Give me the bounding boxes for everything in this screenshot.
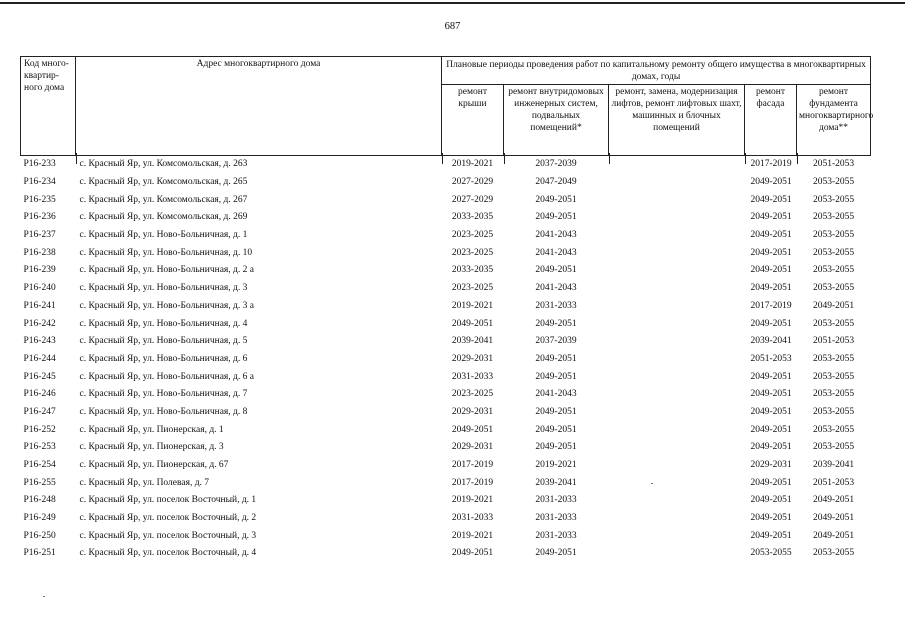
row-foundation-period: 2051-2053 <box>812 477 855 488</box>
column-divider <box>442 153 443 164</box>
row-lifts-period <box>609 404 745 422</box>
row-address: с. Красный Яр, ул. Пионерская, д. 3 <box>79 442 224 453</box>
row-roof-period: 2049-2051 <box>451 318 494 329</box>
row-code: P16-255 <box>23 477 56 488</box>
row-facade-period: 2049-2051 <box>750 177 792 188</box>
row-foundation-period: 2039-2041 <box>812 460 855 471</box>
row-code: P16-240 <box>23 283 56 294</box>
table-row <box>21 262 871 280</box>
row-facade-period: 2017-2019 <box>750 300 792 311</box>
row-facade-period: 2051-2053 <box>750 353 792 364</box>
row-systems-period: 2031-2033 <box>535 495 577 506</box>
row-address: с. Красный Яр, ул. Ново-Больничная, д. 3 <box>79 283 248 294</box>
row-code: P16-236 <box>23 212 56 223</box>
table-row <box>21 474 871 492</box>
row-facade-period: 2049-2051 <box>750 477 792 488</box>
row-roof-period: 2049-2051 <box>451 548 494 559</box>
row-systems-period: 2049-2051 <box>535 318 577 329</box>
repair-schedule-table <box>20 56 874 563</box>
row-address: с. Красный Яр, ул. поселок Восточный, д. 2 <box>79 513 257 524</box>
row-roof-period: 2029-2031 <box>451 406 494 417</box>
row-code: P16-250 <box>23 530 56 541</box>
header-roof: ремонт крыши <box>442 85 504 156</box>
table-row <box>21 333 871 351</box>
row-systems-period: 2049-2051 <box>535 548 577 559</box>
table-row <box>21 421 871 439</box>
row-roof-period: 2027-2029 <box>451 177 494 188</box>
row-lifts-period <box>609 457 745 475</box>
row-address: с. Красный Яр, ул. Ново-Больничная, д. 1 <box>79 230 248 241</box>
row-lifts-period <box>609 474 745 492</box>
row-code: P16-243 <box>23 336 56 347</box>
row-lifts-period <box>609 510 745 528</box>
table-row <box>21 439 871 457</box>
table-row <box>21 280 871 298</box>
row-systems-period: 2041-2043 <box>535 230 577 241</box>
row-facade-period: 2017-2019 <box>745 156 797 174</box>
row-systems-period: 2039-2041 <box>535 477 577 488</box>
row-facade-period: 2049-2051 <box>750 406 792 417</box>
row-lifts-period <box>609 368 745 386</box>
row-roof-period: 2019-2021 <box>451 530 494 541</box>
row-roof-period: 2019-2021 <box>442 156 504 174</box>
row-systems-period: 2031-2033 <box>535 530 577 541</box>
row-code: P16-237 <box>23 230 56 241</box>
row-lifts-period <box>609 174 745 192</box>
header-foundation: ремонт фундамента многоквартирного дома** <box>797 85 871 156</box>
row-roof-period: 2019-2021 <box>451 300 494 311</box>
row-address: с. Красный Яр, ул. поселок Восточный, д. 4 <box>79 548 257 559</box>
table-row <box>21 510 871 528</box>
row-code: P16-253 <box>23 442 56 453</box>
row-systems-period: 2041-2043 <box>535 283 577 294</box>
row-systems-period: 2041-2043 <box>535 389 577 400</box>
row-lifts-period <box>609 545 745 563</box>
column-divider <box>609 153 610 164</box>
row-lifts-period <box>609 280 745 298</box>
row-foundation-period: 2053-2055 <box>812 230 855 241</box>
page-number: 687 <box>444 21 461 32</box>
table-row <box>21 492 871 510</box>
column-divider <box>76 153 77 164</box>
header-address: Адрес многоквартирного дома <box>76 57 442 156</box>
row-lifts-period <box>609 439 745 457</box>
row-foundation-period: 2053-2055 <box>812 247 855 258</box>
row-address: с. Красный Яр, ул. Ново-Больничная, д. 8 <box>79 406 248 417</box>
row-code: P16-234 <box>23 177 56 188</box>
row-code: P16-244 <box>23 353 56 364</box>
row-systems-period: 2049-2051 <box>535 212 577 223</box>
row-facade-period: 2049-2051 <box>750 230 792 241</box>
row-facade-period: 2049-2051 <box>750 424 792 435</box>
header-periods-group: Плановые периоды проведения работ по капитальному ремонту общего имущества в многоквартирных домах, годы <box>442 57 871 85</box>
row-lifts-period <box>609 351 745 369</box>
row-facade-period: 2053-2055 <box>750 548 792 559</box>
row-code: P16-247 <box>23 406 56 417</box>
row-facade-period: 2049-2051 <box>750 194 792 205</box>
row-lifts-period <box>609 209 745 227</box>
row-foundation-period: 2053-2055 <box>812 389 855 400</box>
row-systems-period: 2049-2051 <box>535 353 577 364</box>
row-systems-period: 2049-2051 <box>535 424 577 435</box>
table-row <box>21 386 871 404</box>
row-facade-period: 2049-2051 <box>750 318 792 329</box>
row-address: с. Красный Яр, ул. поселок Восточный, д. 1 <box>79 495 257 506</box>
row-roof-period: 2017-2019 <box>451 460 494 471</box>
row-code: P16-249 <box>23 513 56 524</box>
row-systems-period: 2019-2021 <box>535 460 577 471</box>
row-systems-period: 2037-2039 <box>504 156 609 174</box>
column-divider <box>797 153 798 164</box>
row-facade-period: 2049-2051 <box>750 442 792 453</box>
row-systems-period: 2049-2051 <box>535 265 577 276</box>
row-systems-period: 2031-2033 <box>535 513 577 524</box>
row-foundation-period: 2049-2051 <box>812 530 855 541</box>
table-row <box>21 368 871 386</box>
row-foundation-period: 2053-2055 <box>812 318 855 329</box>
row-address: с. Красный Яр, ул. Ново-Больничная, д. 6 а <box>79 371 254 382</box>
table-row <box>21 174 871 192</box>
table-body <box>21 156 871 563</box>
row-facade-period: 2049-2051 <box>750 495 792 506</box>
row-foundation-period: 2053-2055 <box>812 283 855 294</box>
row-foundation-period: 2053-2055 <box>812 265 855 276</box>
row-lifts-period <box>609 244 745 262</box>
row-roof-period: 2049-2051 <box>451 424 494 435</box>
row-code: P16-254 <box>23 460 56 471</box>
row-code: P16-248 <box>23 495 56 506</box>
scan-speck <box>651 483 653 484</box>
row-foundation-period: 2053-2055 <box>812 406 855 417</box>
row-facade-period: 2049-2051 <box>750 265 792 276</box>
table-row <box>21 315 871 333</box>
row-roof-period: 2017-2019 <box>451 477 494 488</box>
row-address: с. Красный Яр, ул. Комсомольская, д. 269 <box>79 212 248 223</box>
row-roof-period: 2023-2025 <box>451 389 494 400</box>
row-roof-period: 2023-2025 <box>451 230 494 241</box>
row-systems-period: 2041-2043 <box>535 247 577 258</box>
row-foundation-period: 2053-2055 <box>812 194 855 205</box>
row-foundation-period: 2053-2055 <box>812 177 855 188</box>
row-foundation-period: 2049-2051 <box>812 300 855 311</box>
column-divider <box>504 153 505 164</box>
table-row <box>21 156 871 174</box>
row-systems-period: 2049-2051 <box>535 371 577 382</box>
row-foundation-period: 2051-2053 <box>797 156 871 174</box>
row-foundation-period: 2051-2053 <box>812 336 855 347</box>
table-row <box>21 404 871 422</box>
row-roof-period: 2023-2025 <box>451 247 494 258</box>
row-roof-period: 2023-2025 <box>451 283 494 294</box>
row-foundation-period: 2053-2055 <box>812 371 855 382</box>
row-facade-period: 2049-2051 <box>750 283 792 294</box>
row-lifts-period <box>609 386 745 404</box>
row-systems-period: 2031-2033 <box>535 300 577 311</box>
header-systems: ремонт внутридомовых инженерных систем, подвальных помещений* <box>504 85 609 156</box>
row-lifts-period <box>609 298 745 316</box>
row-code: P16-235 <box>23 194 56 205</box>
row-roof-period: 2029-2031 <box>451 442 494 453</box>
row-address: с. Красный Яр, ул. Ново-Больничная, д. 6 <box>79 353 248 364</box>
row-code: P16-238 <box>23 247 56 258</box>
table-row <box>21 457 871 475</box>
row-code: P16-241 <box>23 300 56 311</box>
row-lifts-period <box>609 333 745 351</box>
row-facade-period: 2049-2051 <box>750 530 792 541</box>
row-lifts-period <box>609 492 745 510</box>
row-code: P16-245 <box>23 371 56 382</box>
column-divider <box>745 153 746 164</box>
table-row <box>21 351 871 369</box>
row-address: с. Красный Яр, ул. Ново-Больничная, д. 3 а <box>79 300 254 311</box>
row-facade-period: 2049-2051 <box>750 212 792 223</box>
row-address: с. Красный Яр, ул. Ново-Больничная, д. 7 <box>79 389 248 400</box>
table-row <box>21 227 871 245</box>
row-foundation-period: 2053-2055 <box>812 353 855 364</box>
row-code: P16-246 <box>23 389 56 400</box>
row-foundation-period: 2053-2055 <box>812 548 855 559</box>
row-address: с. Красный Яр, ул. Ново-Больничная, д. 2 а <box>79 265 254 276</box>
row-facade-period: 2029-2031 <box>750 460 792 471</box>
row-facade-period: 2049-2051 <box>750 513 792 524</box>
row-address: с. Красный Яр, ул. Комсомольская, д. 263 <box>76 156 442 174</box>
row-address: с. Красный Яр, ул. Комсомольская, д. 265 <box>79 177 248 188</box>
table-row <box>21 209 871 227</box>
row-address: с. Красный Яр, ул. Пионерская, д. 1 <box>79 424 224 435</box>
row-address: с. Красный Яр, ул. Полевая, д. 7 <box>79 477 210 488</box>
scan-speck <box>43 596 45 597</box>
row-roof-period: 2019-2021 <box>451 495 494 506</box>
row-address: с. Красный Яр, ул. Ново-Больничная, д. 10 <box>79 247 253 258</box>
row-facade-period: 2049-2051 <box>750 371 792 382</box>
row-foundation-period: 2049-2051 <box>812 513 855 524</box>
row-roof-period: 2039-2041 <box>451 336 494 347</box>
row-roof-period: 2033-2035 <box>451 212 494 223</box>
row-lifts-period <box>609 262 745 280</box>
row-lifts-period <box>609 315 745 333</box>
row-facade-period: 2049-2051 <box>750 247 792 258</box>
row-address: с. Красный Яр, ул. Комсомольская, д. 267 <box>79 194 248 205</box>
row-code: P16-251 <box>23 548 56 559</box>
row-roof-period: 2033-2035 <box>451 265 494 276</box>
row-address: с. Красный Яр, ул. Ново-Больничная, д. 5 <box>79 336 248 347</box>
row-roof-period: 2027-2029 <box>451 194 494 205</box>
row-address: с. Красный Яр, ул. Пионерская, д. 67 <box>79 460 229 471</box>
row-facade-period: 2049-2051 <box>750 389 792 400</box>
header-code: Код много-квартир-ного дома <box>21 57 76 156</box>
row-facade-period: 2039-2041 <box>750 336 792 347</box>
header-lifts: ремонт, замена, модернизация лифтов, ремонт лифтовых шахт, машинных и блочных помещений <box>609 85 745 156</box>
row-foundation-period: 2053-2055 <box>812 442 855 453</box>
row-systems-period: 2049-2051 <box>535 442 577 453</box>
row-systems-period: 2047-2049 <box>535 177 577 188</box>
row-roof-period: 2029-2031 <box>451 353 494 364</box>
row-foundation-period: 2053-2055 <box>812 424 855 435</box>
row-address: с. Красный Яр, ул. поселок Восточный, д. 3 <box>79 530 257 541</box>
table-row <box>21 191 871 209</box>
row-lifts-period <box>609 191 745 209</box>
row-code: P16-233 <box>21 156 76 174</box>
table-row <box>21 244 871 262</box>
row-lifts-period <box>609 527 745 545</box>
row-code: P16-252 <box>23 424 56 435</box>
table-row <box>21 298 871 316</box>
header-facade: ремонт фасада <box>745 85 797 156</box>
table-row <box>21 545 871 563</box>
row-systems-period: 2037-2039 <box>535 336 577 347</box>
row-lifts-period <box>609 227 745 245</box>
row-foundation-period: 2049-2051 <box>812 495 855 506</box>
row-foundation-period: 2053-2055 <box>812 212 855 223</box>
row-systems-period: 2049-2051 <box>535 406 577 417</box>
row-roof-period: 2031-2033 <box>451 513 494 524</box>
row-code: P16-242 <box>23 318 56 329</box>
row-lifts-period <box>609 421 745 439</box>
row-code: P16-239 <box>23 265 56 276</box>
row-lifts-period <box>609 156 745 174</box>
row-systems-period: 2049-2051 <box>535 194 577 205</box>
top-rule <box>0 2 905 4</box>
table-row <box>21 527 871 545</box>
row-address: с. Красный Яр, ул. Ново-Больничная, д. 4 <box>79 318 248 329</box>
row-roof-period: 2031-2033 <box>451 371 494 382</box>
